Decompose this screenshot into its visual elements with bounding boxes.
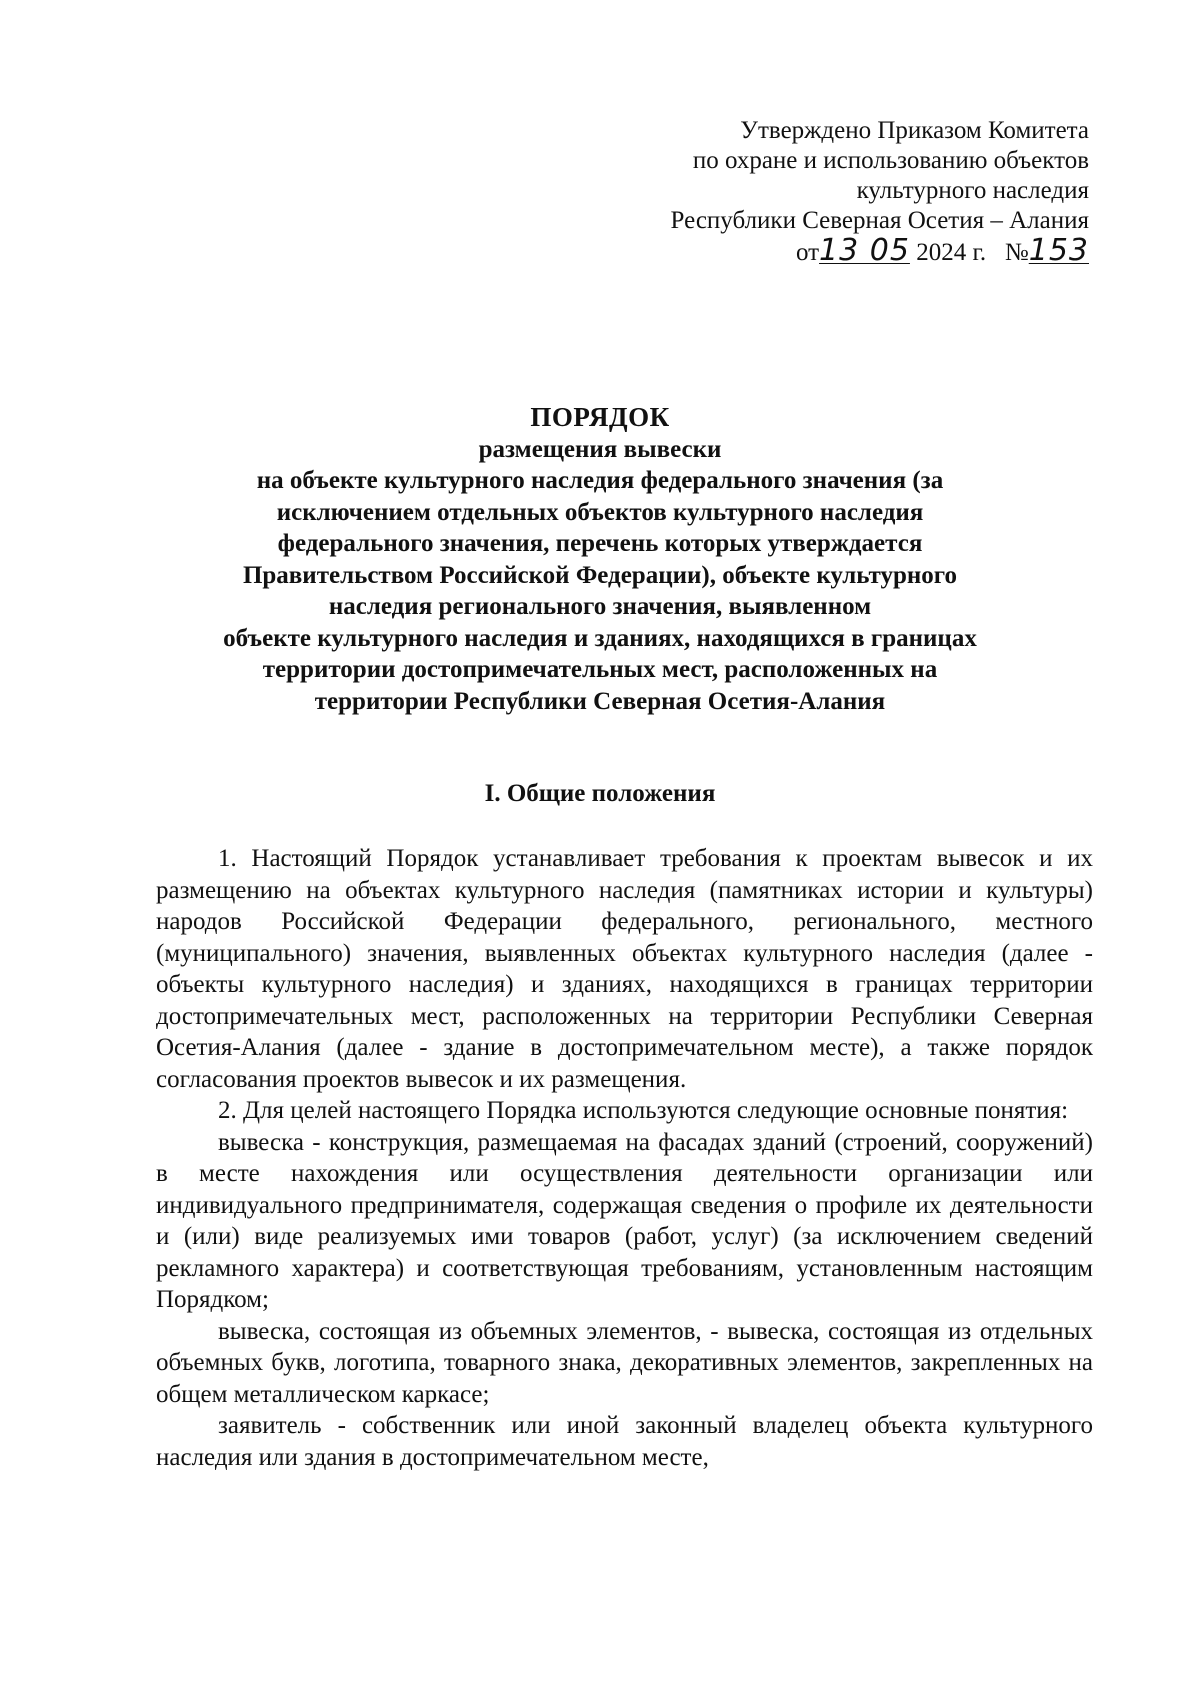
paragraph: заявитель - собственник или иной законный владелец объекта культурного наследия или здания в достопримечательном месте,	[156, 1412, 1093, 1471]
paragraph: вывеска - конструкция, размещаемая на фасадах зданий (строений, сооружений) в месте нахождения или осуществления деятельности организации или индивидуального предпринимателя, содержащая сведения о профиле их деятельности и (или) виде реализуемых ими товаров (работ, услуг) (за исключением сведений рекламного характера) и соответствующая требованиям, установленным настоящим Порядком;	[156, 1128, 1093, 1313]
handwritten-date: 13 05	[819, 233, 910, 268]
handwritten-number: 153	[1028, 233, 1089, 268]
title-line: наследия регионального значения, выявленном	[328, 593, 872, 620]
title-line: на объекте культурного наследия федерального значения (за	[256, 467, 944, 494]
approval-block	[671, 116, 1089, 268]
approval-year: 2024 г.	[916, 239, 987, 266]
approval-line: Республики Северная Осетия – Алания	[670, 207, 1089, 234]
title-line: территории достопримечательных мест, расположенных на	[262, 656, 938, 683]
title-line: Правительством Российской Федерации), объекте культурного	[242, 561, 958, 589]
paragraph: вывеска, состоящая из объемных элементов, - вывеска, состоящая из отдельных объемных букв, логотипа, товарного знака, декоративных элементов, закрепленных на общем металлическом каркасе;	[156, 1317, 1093, 1408]
approval-date-line	[671, 233, 1089, 268]
section-heading: I. Общие положения	[484, 780, 716, 807]
title-line: объекте культурного наследия и зданиях, находящихся в границах	[223, 624, 977, 652]
paragraph: 2. Для целей настоящего Порядка используются следующие основные понятия:	[218, 1097, 1069, 1124]
approval-line: по охране и использованию объектов	[692, 147, 1089, 174]
approval-line: культурного наследия	[856, 177, 1089, 204]
paragraph: 1. Настоящий Порядок устанавливает требования к проектам вывесок и их размещению на объектах культурного наследия (памятниках истории и культуры) народов Российской Федерации федерального, регионального, местного (муниципального) значения, выявленных объектах культурного наследия (далее - объекты культурного наследия) и зданиях, находящихся в границах территории достопримечательных мест, расположенных на территории Республики Северная Осетия-Алания (далее - здание в достопримечательном месте), а также порядок согласования проектов вывесок и их размещения.	[156, 845, 1093, 1093]
date-prefix: от	[795, 239, 820, 266]
title-main: ПОРЯДОК	[530, 402, 670, 432]
title-line: территории Республики Северная Осетия-Алания	[314, 687, 886, 715]
approval-line: Утверждено Приказом Комитета	[740, 117, 1089, 144]
document-title	[150, 402, 1050, 717]
title-line: исключением отдельных объектов культурного наследия	[276, 498, 924, 526]
number-prefix: №	[1004, 239, 1029, 266]
title-line: федерального значения, перечень которых утверждается	[277, 530, 923, 557]
document-body	[156, 843, 1093, 1473]
title-line: размещения вывески	[478, 435, 722, 463]
